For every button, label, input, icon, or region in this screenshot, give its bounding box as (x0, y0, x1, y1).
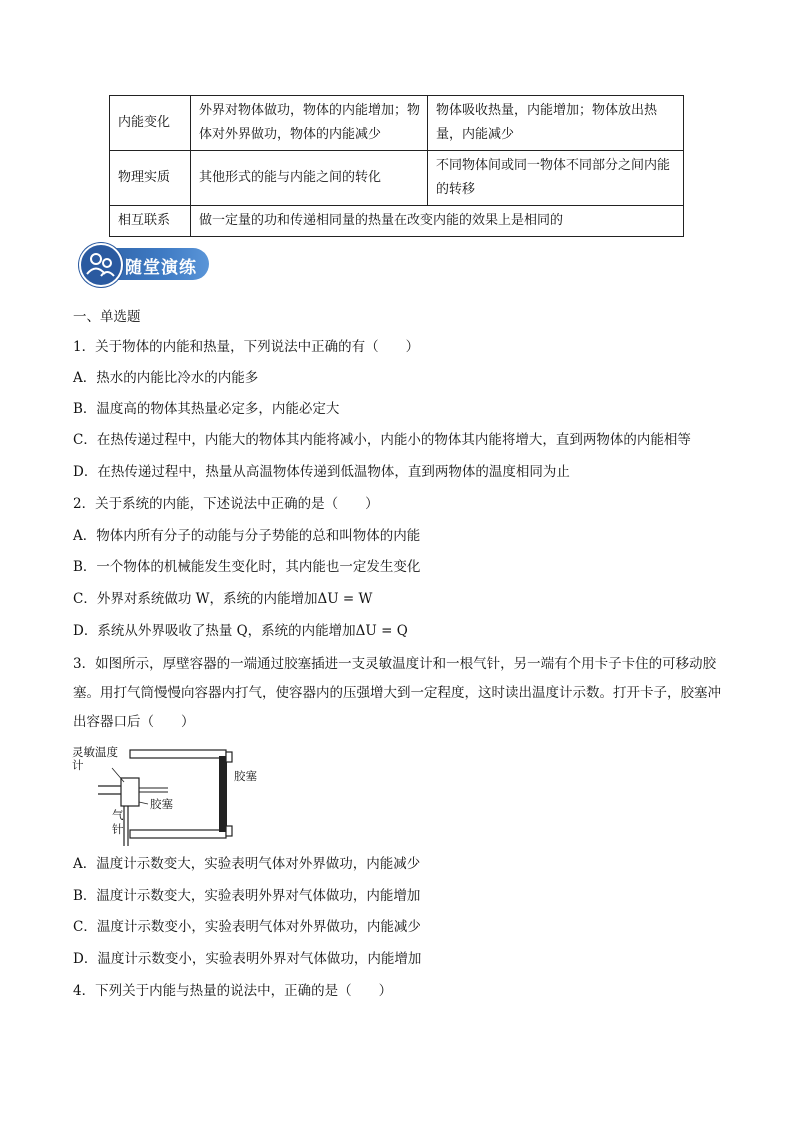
table-cell-work: 外界对物体做功，物体的内能增加；物体对外界做功，物体的内能减少 (191, 96, 428, 151)
question-stem: 1．关于物体的内能和热量，下列说法中正确的有（ ） (73, 339, 420, 355)
table-row (110, 151, 684, 206)
option: A．物体内所有分子的动能与分子势能的总和叫物体的内能 (73, 528, 421, 544)
table-cell-merged: 做一定量的功和传递相同量的热量在改变内能的效果上是相同的 (191, 206, 684, 237)
option: B．温度高的物体其热量必定多，内能必定大 (73, 401, 340, 417)
question-stem: 3．如图所示，厚壁容器的一端通过胶塞插进一支灵敏温度计和一根气针，另一端有个用卡子卡住的可移动胶塞。用打气筒慢慢向容器内打气，使容器内的压强增大到一定程度，这时读出温度计示数。打开卡子，胶塞冲出容器口后（ ） (73, 656, 721, 730)
option: B．温度计示数变大，实验表明外界对气体做功，内能增加 (73, 888, 421, 904)
table-row-header: 内能变化 (110, 96, 191, 151)
label-stopper-left: 胶塞 (150, 797, 173, 811)
option: D．温度计示数变小，实验表明外界对气体做功，内能增加 (73, 951, 422, 967)
people-icon (79, 243, 123, 287)
option: A．温度计示数变大，实验表明气体对外界做功，内能减少 (73, 856, 421, 872)
label-needle: 气针 (112, 808, 124, 836)
question-stem: 4．下列关于内能与热量的说法中，正确的是（ ） (73, 983, 393, 999)
option: D．在热传递过程中，热量从高温物体传递到低温物体，直到两物体的温度相同为止 (73, 464, 570, 480)
option: C．在热传递过程中，内能大的物体其内能将减小，内能小的物体其内能将增大，直到两物体的内能相等 (73, 432, 691, 448)
option: B．一个物体的机械能发生变化时，其内能也一定发生变化 (73, 559, 421, 575)
option: C．外界对系统做功 W，系统的内能增加ΔU = W (73, 591, 373, 607)
section-banner (79, 243, 215, 285)
apparatus-figure (72, 742, 272, 850)
table-row-header: 相互联系 (110, 206, 191, 237)
label-thermometer: 灵敏温度计 (72, 745, 118, 772)
comparison-table (109, 95, 684, 237)
table-cell-heat: 不同物体间或同一物体不同部分之间内能的转移 (428, 151, 684, 206)
table-cell-heat: 物体吸收热量，内能增加；物体放出热量，内能减少 (428, 96, 684, 151)
section-heading: 一、单选题 (73, 309, 141, 325)
banner-title: 随堂演练 (125, 258, 197, 278)
label-stopper-right: 胶塞 (234, 769, 257, 783)
table-row (110, 206, 684, 237)
question-stem: 2．关于系统的内能，下述说法中正确的是（ ） (73, 496, 379, 512)
option: A．热水的内能比冷水的内能多 (73, 370, 259, 386)
table-cell-work: 其他形式的能与内能之间的转化 (191, 151, 428, 206)
option: C．温度计示数变小，实验表明气体对外界做功，内能减少 (73, 919, 421, 935)
option: D．系统从外界吸收了热量 Q，系统的内能增加ΔU = Q (73, 623, 408, 639)
table-row-header: 物理实质 (110, 151, 191, 206)
table-row (110, 96, 684, 151)
